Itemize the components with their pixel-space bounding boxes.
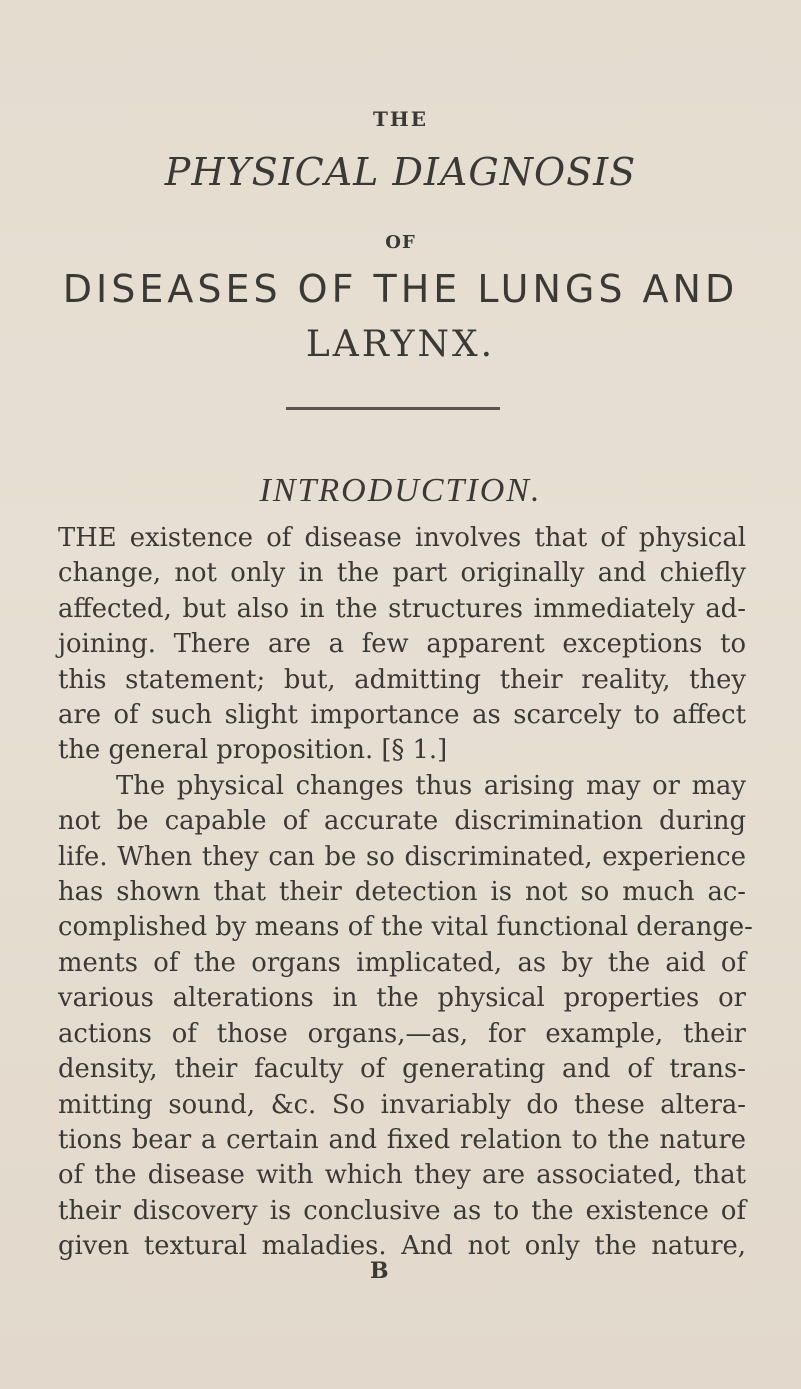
text-line: of the disease with which they are associated, that bbox=[58, 1160, 746, 1191]
text-line: ments of the organs implicated, as by the aid of bbox=[58, 947, 746, 978]
text-line: change, not only in the part originally and chiefly bbox=[58, 558, 746, 589]
text-line: not be capable of accurate discrimination during bbox=[58, 806, 746, 837]
text-line: mitting sound, &c. So invariably do these altera- bbox=[58, 1089, 746, 1120]
text-line: complished by means of the vital functional derange- bbox=[58, 912, 753, 943]
paragraph-2 bbox=[58, 769, 753, 1265]
section-heading: INTRODUCTION. bbox=[259, 472, 542, 509]
text-line: their discovery is conclusive as to the existence of bbox=[58, 1195, 746, 1226]
text-line: given textural maladies. And not only the nature, bbox=[58, 1231, 746, 1262]
paragraph-1 bbox=[58, 521, 746, 769]
title-divider bbox=[286, 407, 500, 410]
text-line: this statement; but, admitting their reality, they bbox=[58, 664, 746, 695]
text-line: affected, but also in the structures immediately ad- bbox=[58, 593, 746, 624]
text-line: joining. There are a few apparent exceptions to bbox=[58, 629, 746, 660]
text-line: THE existence of disease involves that of physical bbox=[58, 523, 746, 553]
text-line: density, their faculty of generating and of trans- bbox=[58, 1054, 746, 1085]
text-line: the general proposition. [§ 1.] bbox=[58, 735, 448, 766]
title-of: OF bbox=[385, 232, 416, 253]
book-title: PHYSICAL DIAGNOSIS bbox=[164, 150, 637, 194]
body-text bbox=[58, 521, 753, 1265]
text-line: various alterations in the physical properties or bbox=[58, 983, 746, 1014]
title-the: THE bbox=[372, 107, 429, 131]
signature-mark: B bbox=[370, 1258, 389, 1284]
text-line: The physical changes thus arising may or may bbox=[116, 770, 746, 801]
text-line: actions of those organs,—as, for example, their bbox=[58, 1018, 746, 1049]
text-line: life. When they can be so discriminated, experience bbox=[58, 841, 746, 872]
text-line: are of such slight importance as scarcely to affect bbox=[58, 700, 746, 731]
text-line: has shown that their detection is not so much ac- bbox=[58, 877, 746, 908]
subtitle-line-2: LARYNX. bbox=[305, 324, 496, 365]
subtitle-line-1: DISEASES OF THE LUNGS AND bbox=[62, 267, 739, 311]
text-line: tions bear a certain and fixed relation to the nature bbox=[58, 1124, 746, 1155]
